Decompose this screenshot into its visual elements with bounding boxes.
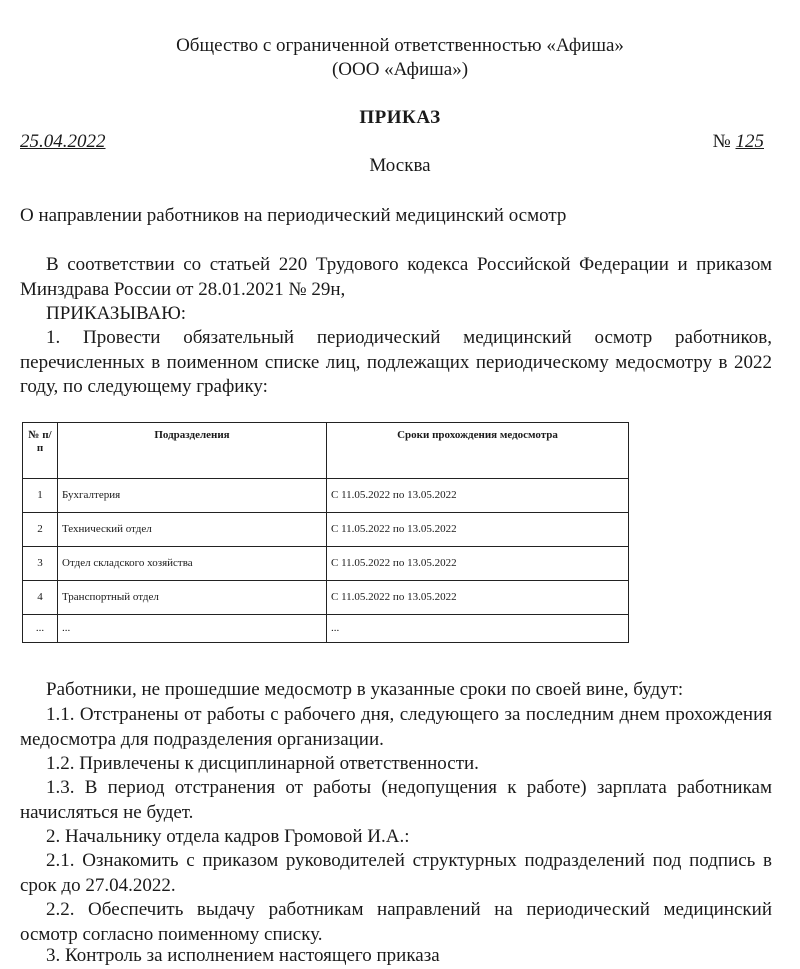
row-dates: ...	[327, 615, 629, 643]
row-dates: С 11.05.2022 по 13.05.2022	[327, 513, 629, 547]
table-row	[23, 513, 629, 547]
item-1-2: 1.2. Привлечены к дисциплинарной ответственности.	[46, 753, 479, 774]
item-1-3: 1.3. В период отстранения от работы (недопущения к работе) зарплата работникам начисляться не будет.	[20, 777, 772, 823]
row-dates: С 11.05.2022 по 13.05.2022	[327, 547, 629, 581]
order-number-value: 125	[735, 131, 764, 152]
table-header-row	[23, 423, 629, 479]
order-date: 25.04.2022	[20, 131, 106, 152]
header-dates: Сроки прохождения медосмотра	[327, 423, 629, 479]
item-2-1: 2.1. Ознакомить с приказом руководителей структурных подразделений под подпись в срок до 27.04.2022.	[20, 850, 772, 896]
order-subject: О направлении работников на периодический медицинский осмотр	[20, 205, 567, 226]
row-dept: Отдел складского хозяйства	[58, 547, 327, 581]
item-2-2: 2.2. Обеспечить выдачу работникам направлений на периодический медицинский осмотр согласно поименному списку.	[20, 899, 772, 945]
table-row	[23, 615, 629, 643]
row-num: 1	[23, 479, 58, 513]
intro-paragraph: В соответствии со статьей 220 Трудового кодекса Российской Федерации и приказом Минздрава России от 28.01.2021 № 29н,	[20, 254, 772, 300]
row-num: 2	[23, 513, 58, 547]
table-row	[23, 581, 629, 615]
row-dept: Транспортный отдел	[58, 581, 327, 615]
document-title: ПРИКАЗ	[359, 107, 441, 128]
row-num: 3	[23, 547, 58, 581]
header-dept: Подразделения	[58, 423, 327, 479]
table-row	[23, 547, 629, 581]
table-row	[23, 479, 629, 513]
organization-name: Общество с ограниченной ответственностью «Афиша»	[176, 35, 624, 56]
row-dept: Технический отдел	[58, 513, 327, 547]
workers-paragraph: Работники, не прошедшие медосмотр в указанные сроки по своей вине, будут:	[46, 679, 684, 700]
schedule-table	[22, 422, 629, 643]
item-2: 2. Начальнику отдела кадров Громовой И.А.:	[46, 826, 410, 847]
item-1: 1. Провести обязательный периодический медицинский осмотр работников, перечисленных в поименном списке лиц, подлежащих периодическому медосмотру в 2022 году, по следующему графику:	[20, 327, 772, 397]
row-dates: С 11.05.2022 по 13.05.2022	[327, 479, 629, 513]
order-city: Москва	[369, 155, 431, 176]
row-dates: С 11.05.2022 по 13.05.2022	[327, 581, 629, 615]
row-dept: Бухгалтерия	[58, 479, 327, 513]
order-number	[713, 130, 764, 155]
header-num: № п/п	[23, 423, 58, 479]
row-num: 4	[23, 581, 58, 615]
item-1-1: 1.1. Отстранены от работы с рабочего дня, следующего за последним днем прохождения медосмотра для подразделения организации.	[20, 704, 772, 750]
item-3-partial: 3. Контроль за исполнением настоящего приказа	[46, 945, 440, 966]
row-num: ...	[23, 615, 58, 643]
organization-short-name: (ООО «Афиша»)	[331, 59, 469, 80]
row-dept: ...	[58, 615, 327, 643]
order-word: ПРИКАЗЫВАЮ:	[46, 303, 187, 324]
order-number-label: №	[712, 131, 731, 152]
